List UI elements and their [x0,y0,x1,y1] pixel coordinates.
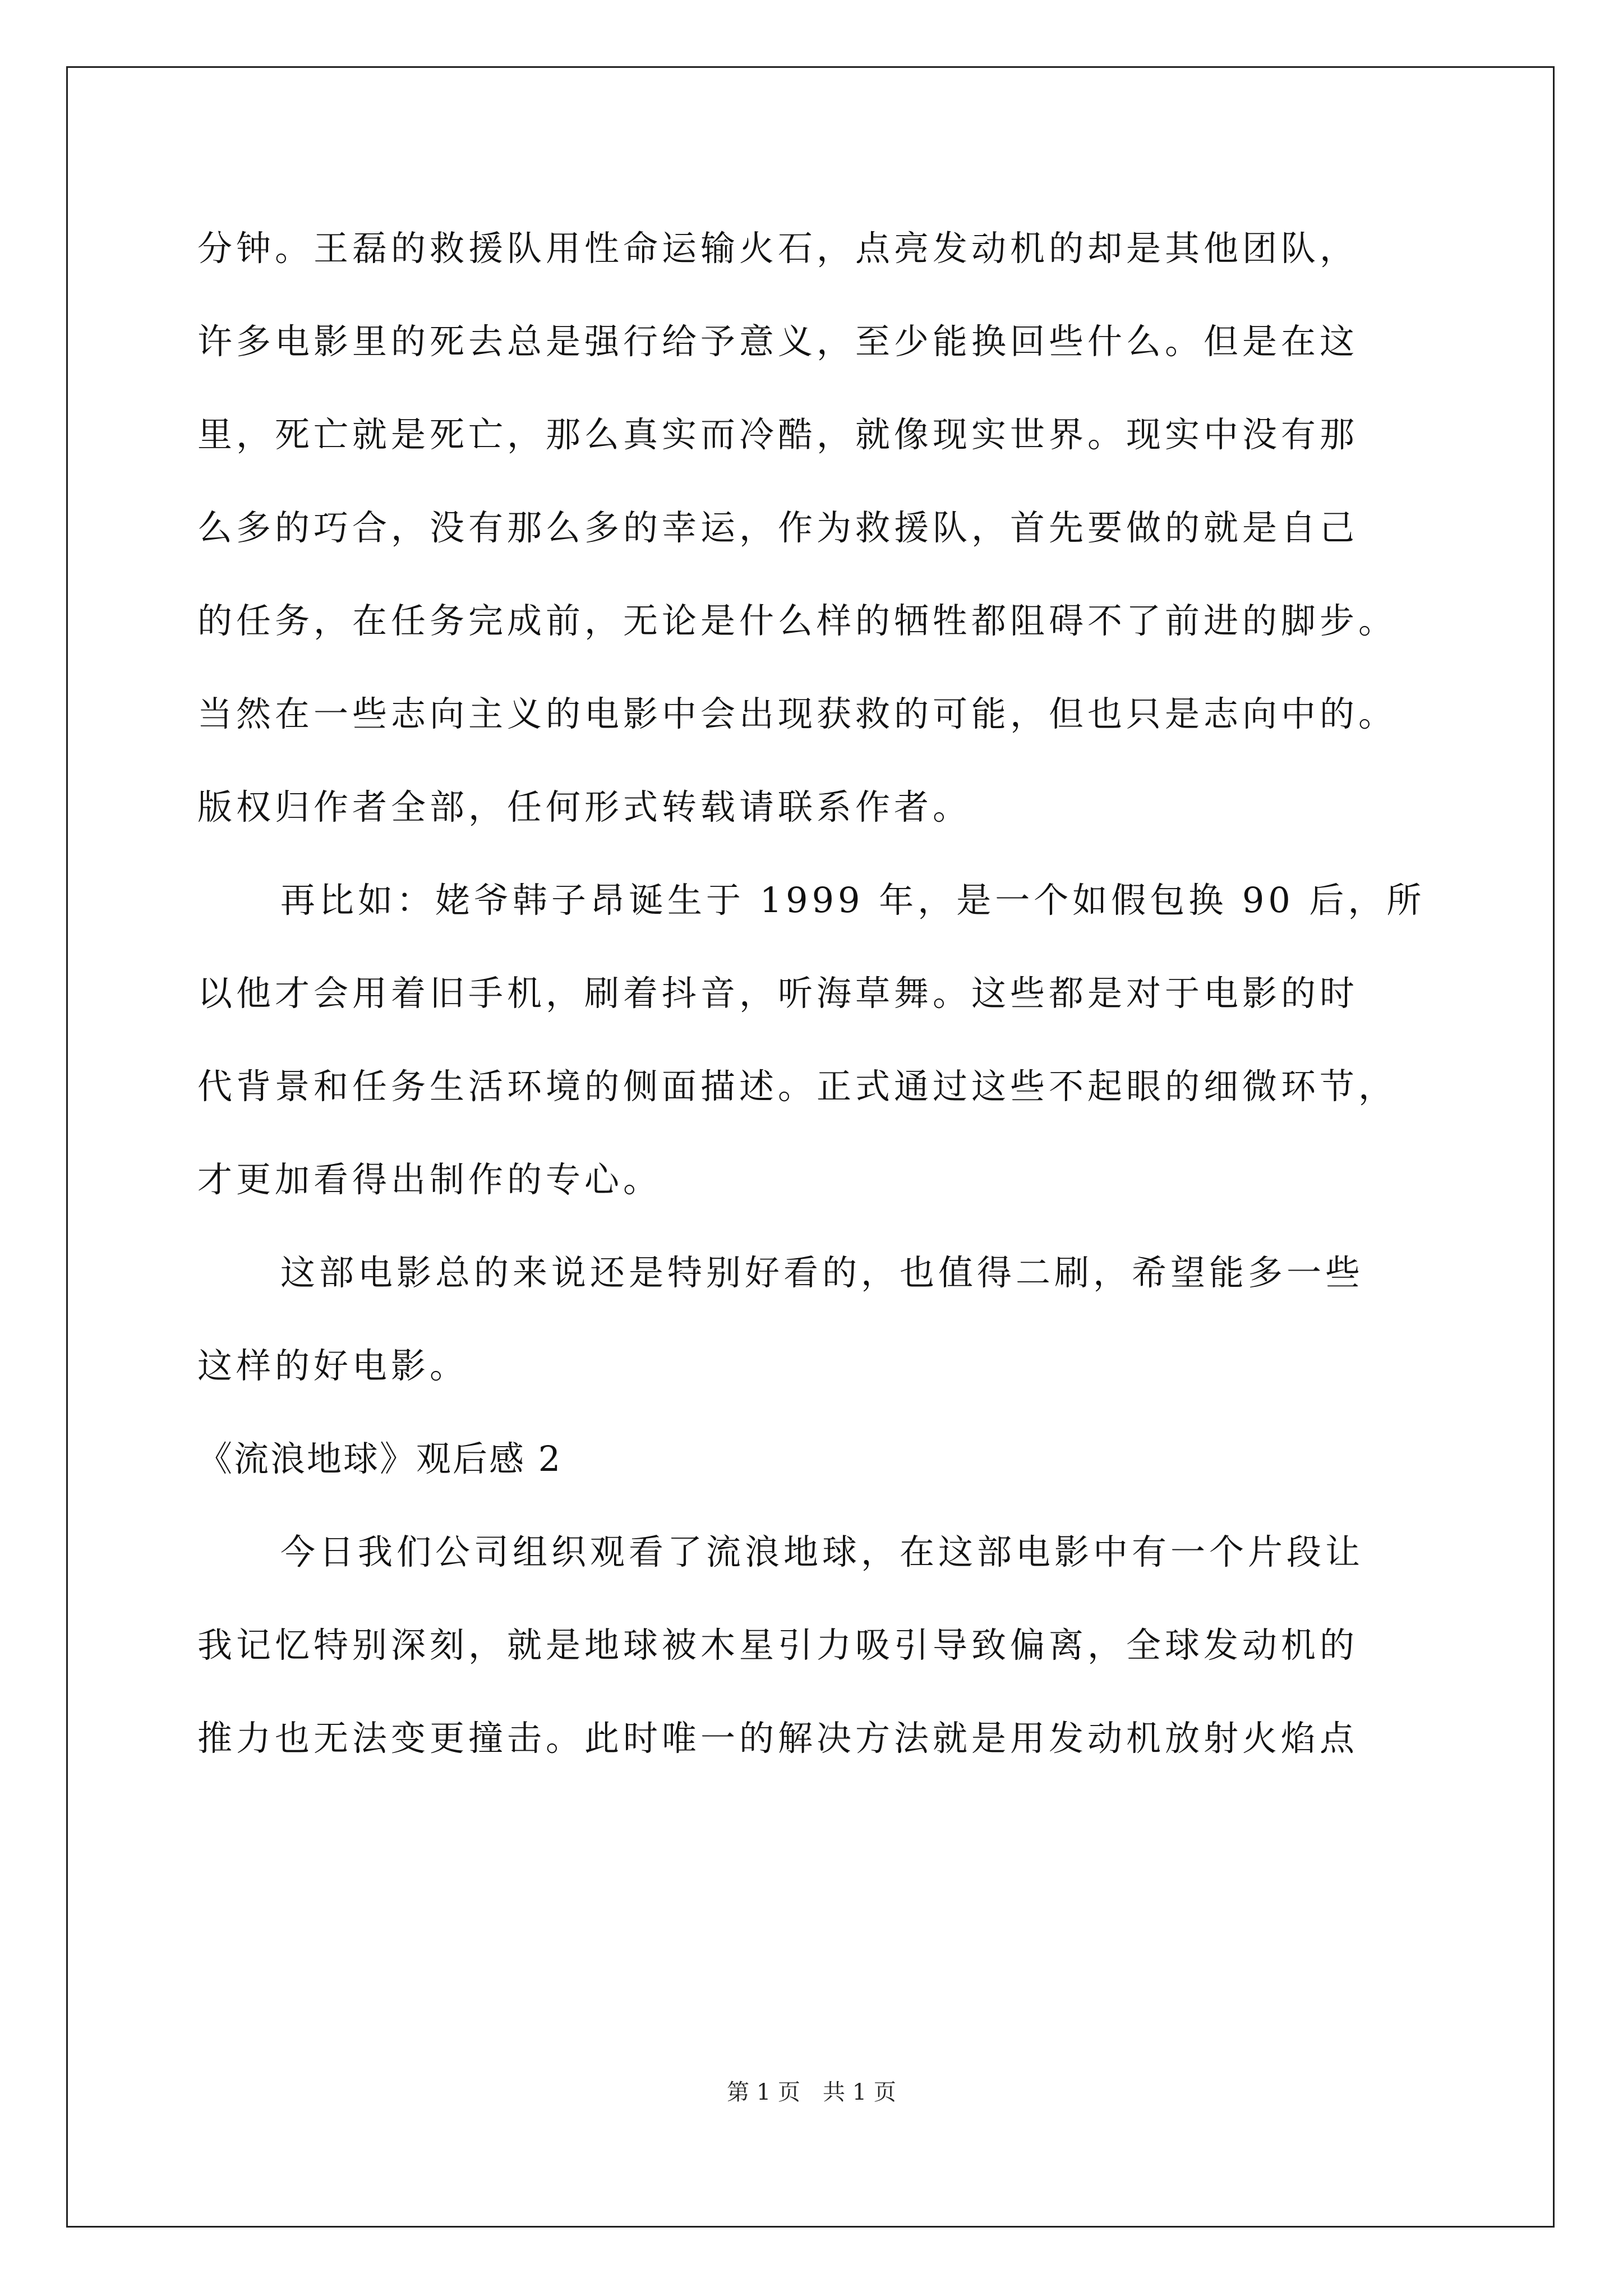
text-line: 的任务，在任务完成前，无论是什么样的牺牲都阻碍不了前进的脚步。 [197,600,1398,641]
section-heading: 《流浪地球》观后感 2 [197,1438,562,1479]
text-line: 许多电影里的死去总是强行给予意义，至少能换回些什么。但是在这 [197,321,1359,362]
text-line: 推力也无法变更撞击。此时唯一的解决方法就是用发动机放射火焰点 [197,1718,1359,1759]
document-body [197,202,1431,1785]
text-line: 分钟。王磊的救援队用性命运输火石，点亮发动机的却是其他团队， [197,228,1359,269]
text-line: 以他才会用着旧手机，刷着抖音，听海草舞。这些都是对于电影的时 [197,973,1359,1014]
text-line: 么多的巧合，没有那么多的幸运，作为救援队，首先要做的就是自己 [197,507,1359,548]
page-number: 第 1 页 [727,2079,800,2105]
text-line: 再比如：姥爷韩子昂诞生于 1999 年，是一个如假包换 90 后，所 [280,880,1426,921]
text-line: 代背景和任务生活环境的侧面描述。正式通过这些不起眼的细微环节， [197,1066,1398,1107]
text-line: 里，死亡就是死亡，那么真实而冷酷，就像现实世界。现实中没有那 [197,414,1359,455]
text-line: 才更加看得出制作的专心。 [197,1159,662,1200]
text-line: 这部电影总的来说还是特别好看的，也值得二刷，希望能多一些 [280,1252,1364,1293]
page-footer [0,2076,1623,2109]
text-line: 版权归作者全部，任何形式转载请联系作者。 [197,786,972,827]
text-line: 当然在一些志向主义的电影中会出现获救的可能，但也只是志向中的。 [197,693,1398,734]
text-line: 我记忆特别深刻，就是地球被木星引力吸引导致偏离，全球发动机的 [197,1625,1359,1665]
text-line: 今日我们公司组织观看了流浪地球，在这部电影中有一个片段让 [280,1531,1364,1572]
page-total: 共 1 页 [823,2079,896,2105]
text-line: 这样的好电影。 [197,1345,469,1386]
